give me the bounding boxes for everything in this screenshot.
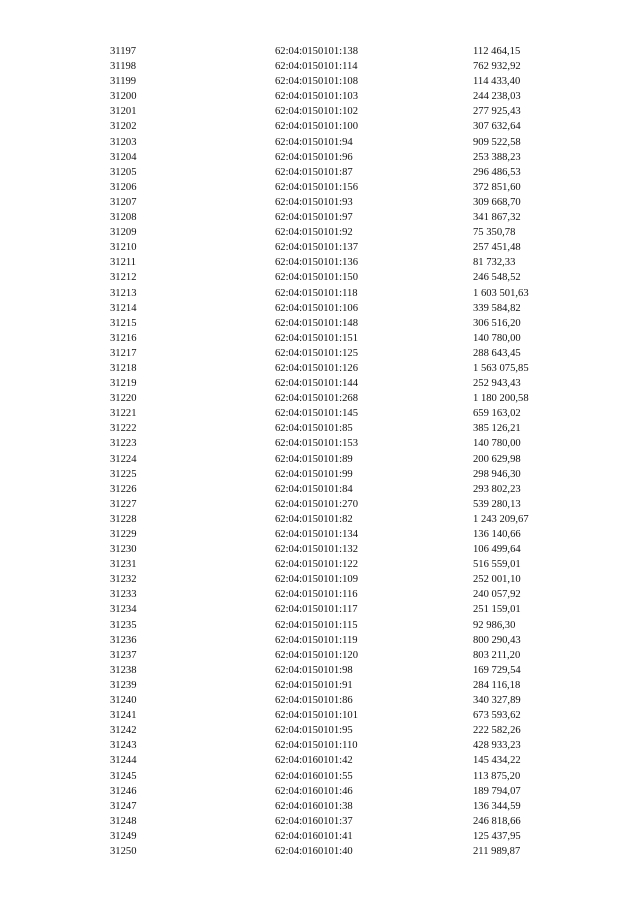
cadastral-number-cell: 62:04:0150101:137 <box>275 242 358 254</box>
row-number-cell: 31249 <box>110 830 137 842</box>
value-cell: 75 350,78 <box>473 227 516 239</box>
cadastral-number-cell: 62:04:0150101:99 <box>275 468 353 480</box>
table-row <box>0 602 640 617</box>
row-number-cell: 31236 <box>110 634 137 646</box>
value-cell: 277 925,43 <box>473 106 521 118</box>
value-cell: 1 243 209,67 <box>473 513 529 525</box>
cadastral-number-cell: 62:04:0150101:102 <box>275 106 358 118</box>
value-cell: 189 794,07 <box>473 785 521 797</box>
table-row <box>0 497 640 512</box>
table-row <box>0 89 640 104</box>
row-number-cell: 31245 <box>110 770 137 782</box>
row-number-cell: 31238 <box>110 664 137 676</box>
cadastral-number-cell: 62:04:0150101:144 <box>275 378 358 390</box>
table-row <box>0 180 640 195</box>
value-cell: 200 629,98 <box>473 453 521 465</box>
cadastral-number-cell: 62:04:0150101:136 <box>275 257 358 269</box>
cadastral-number-cell: 62:04:0150101:85 <box>275 423 353 435</box>
value-cell: 385 126,21 <box>473 423 521 435</box>
row-number-cell: 31243 <box>110 740 137 752</box>
table-row <box>0 512 640 527</box>
value-cell: 307 632,64 <box>473 121 521 133</box>
row-number-cell: 31225 <box>110 468 137 480</box>
value-cell: 341 867,32 <box>473 212 521 224</box>
cadastral-number-cell: 62:04:0150101:122 <box>275 559 358 571</box>
table-row <box>0 44 640 59</box>
cadastral-number-cell: 62:04:0150101:103 <box>275 91 358 103</box>
row-number-cell: 31239 <box>110 679 137 691</box>
value-cell: 253 388,23 <box>473 151 521 163</box>
row-number-cell: 31242 <box>110 725 137 737</box>
value-cell: 803 211,20 <box>473 649 521 661</box>
value-cell: 106 499,64 <box>473 544 521 556</box>
cadastral-number-cell: 62:04:0150101:106 <box>275 302 358 314</box>
cadastral-number-cell: 62:04:0160101:46 <box>275 785 353 797</box>
cadastral-number-cell: 62:04:0160101:55 <box>275 770 353 782</box>
table-row <box>0 436 640 451</box>
cadastral-number-cell: 62:04:0150101:94 <box>275 136 353 148</box>
value-cell: 1 180 200,58 <box>473 393 529 405</box>
row-number-cell: 31214 <box>110 302 137 314</box>
cadastral-number-cell: 62:04:0150101:270 <box>275 498 358 510</box>
cadastral-number-cell: 62:04:0150101:98 <box>275 664 353 676</box>
table-row <box>0 59 640 74</box>
cadastral-number-cell: 62:04:0150101:126 <box>275 362 358 374</box>
table-row <box>0 572 640 587</box>
cadastral-number-cell: 62:04:0150101:119 <box>275 634 358 646</box>
row-number-cell: 31197 <box>110 46 137 57</box>
table-row <box>0 195 640 210</box>
row-number-cell: 31215 <box>110 317 137 329</box>
value-cell: 539 280,13 <box>473 498 521 510</box>
cadastral-number-cell: 62:04:0150101:89 <box>275 453 353 465</box>
cadastral-number-cell: 62:04:0150101:132 <box>275 544 358 556</box>
value-cell: 309 668,70 <box>473 196 521 208</box>
table-row <box>0 119 640 134</box>
row-number-cell: 31206 <box>110 181 137 193</box>
value-cell: 252 001,10 <box>473 574 521 586</box>
table-row <box>0 482 640 497</box>
row-number-cell: 31248 <box>110 815 137 827</box>
table-row <box>0 74 640 89</box>
table-row <box>0 391 640 406</box>
table-row <box>0 286 640 301</box>
value-cell: 240 057,92 <box>473 589 521 601</box>
value-cell: 140 780,00 <box>473 438 521 450</box>
value-cell: 1 603 501,63 <box>473 287 529 299</box>
value-cell: 800 290,43 <box>473 634 521 646</box>
row-number-cell: 31240 <box>110 695 137 707</box>
row-number-cell: 31237 <box>110 649 137 661</box>
row-number-cell: 31230 <box>110 544 137 556</box>
table-row <box>0 104 640 119</box>
table-row <box>0 135 640 150</box>
table-row <box>0 678 640 693</box>
cadastral-number-cell: 62:04:0150101:109 <box>275 574 358 586</box>
table-row <box>0 467 640 482</box>
cadastral-number-cell: 62:04:0160101:41 <box>275 830 353 842</box>
value-cell: 284 116,18 <box>473 679 521 691</box>
table-row <box>0 225 640 240</box>
row-number-cell: 31235 <box>110 619 137 631</box>
cadastral-number-cell: 62:04:0150101:268 <box>275 393 358 405</box>
value-cell: 222 582,26 <box>473 725 521 737</box>
cadastral-number-cell: 62:04:0150101:100 <box>275 121 358 133</box>
value-cell: 296 486,53 <box>473 166 521 178</box>
cadastral-number-cell: 62:04:0150101:108 <box>275 76 358 88</box>
cadastral-number-cell: 62:04:0150101:115 <box>275 619 358 631</box>
value-cell: 428 933,23 <box>473 740 521 752</box>
value-cell: 169 729,54 <box>473 664 521 676</box>
cadastral-number-cell: 62:04:0150101:134 <box>275 529 358 540</box>
row-number-cell: 31227 <box>110 498 137 510</box>
value-cell: 288 643,45 <box>473 347 521 359</box>
table-row <box>0 738 640 753</box>
row-number-cell: 31229 <box>110 529 137 540</box>
row-number-cell: 31246 <box>110 785 137 797</box>
table-row <box>0 421 640 436</box>
row-number-cell: 31199 <box>110 76 137 88</box>
value-cell: 113 875,20 <box>473 770 521 782</box>
table-row <box>0 361 640 376</box>
cadastral-number-cell: 62:04:0150101:117 <box>275 604 358 616</box>
row-number-cell: 31228 <box>110 513 137 525</box>
row-number-cell: 31244 <box>110 755 137 767</box>
value-cell: 673 593,62 <box>473 710 521 722</box>
cadastral-number-cell: 62:04:0160101:40 <box>275 845 353 857</box>
cadastral-number-cell: 62:04:0150101:148 <box>275 317 358 329</box>
value-cell: 1 563 075,85 <box>473 362 529 374</box>
cadastral-number-cell: 62:04:0160101:38 <box>275 800 353 812</box>
table-row <box>0 542 640 557</box>
cadastral-number-cell: 62:04:0150101:125 <box>275 347 358 359</box>
cadastral-number-cell: 62:04:0150101:82 <box>275 513 353 525</box>
cadastral-number-cell: 62:04:0160101:42 <box>275 755 353 767</box>
value-cell: 293 802,23 <box>473 483 521 495</box>
row-number-cell: 31205 <box>110 166 137 178</box>
table-row <box>0 753 640 768</box>
row-number-cell: 31207 <box>110 196 137 208</box>
value-cell: 112 464,15 <box>473 46 521 57</box>
row-number-cell: 31212 <box>110 272 137 284</box>
table-row <box>0 331 640 346</box>
table-row <box>0 723 640 738</box>
row-number-cell: 31221 <box>110 408 137 420</box>
table-row <box>0 844 640 859</box>
row-number-cell: 31247 <box>110 800 137 812</box>
value-cell: 257 451,48 <box>473 242 521 254</box>
cadastral-number-cell: 62:04:0150101:86 <box>275 695 353 707</box>
table-row <box>0 663 640 678</box>
row-number-cell: 31201 <box>110 106 137 118</box>
table-row <box>0 316 640 331</box>
cadastral-number-cell: 62:04:0150101:96 <box>275 151 353 163</box>
value-cell: 211 989,87 <box>473 845 521 857</box>
table-row <box>0 150 640 165</box>
value-cell: 339 584,82 <box>473 302 521 314</box>
value-cell: 298 946,30 <box>473 468 521 480</box>
cadastral-number-cell: 62:04:0150101:138 <box>275 46 358 57</box>
row-number-cell: 31223 <box>110 438 137 450</box>
value-cell: 145 434,22 <box>473 755 521 767</box>
row-number-cell: 31232 <box>110 574 137 586</box>
row-number-cell: 31208 <box>110 212 137 224</box>
table-row <box>0 769 640 784</box>
data-table <box>0 44 640 859</box>
value-cell: 516 559,01 <box>473 559 521 571</box>
row-number-cell: 31216 <box>110 332 137 344</box>
cadastral-number-cell: 62:04:0150101:101 <box>275 710 358 722</box>
cadastral-number-cell: 62:04:0150101:93 <box>275 196 353 208</box>
row-number-cell: 31222 <box>110 423 137 435</box>
row-number-cell: 31211 <box>110 257 137 269</box>
row-number-cell: 31220 <box>110 393 137 405</box>
row-number-cell: 31231 <box>110 559 137 571</box>
value-cell: 81 732,33 <box>473 257 516 269</box>
value-cell: 762 932,92 <box>473 61 521 73</box>
table-row <box>0 270 640 285</box>
value-cell: 252 943,43 <box>473 378 521 390</box>
table-row <box>0 587 640 602</box>
cadastral-number-cell: 62:04:0150101:116 <box>275 589 358 601</box>
cadastral-number-cell: 62:04:0150101:95 <box>275 725 353 737</box>
cadastral-number-cell: 62:04:0150101:114 <box>275 61 358 73</box>
table-row <box>0 618 640 633</box>
row-number-cell: 31200 <box>110 91 137 103</box>
cadastral-number-cell: 62:04:0150101:153 <box>275 438 358 450</box>
cadastral-number-cell: 62:04:0150101:120 <box>275 649 358 661</box>
row-number-cell: 31234 <box>110 604 137 616</box>
value-cell: 92 986,30 <box>473 619 516 631</box>
value-cell: 251 159,01 <box>473 604 521 616</box>
value-cell: 140 780,00 <box>473 332 521 344</box>
table-row <box>0 799 640 814</box>
table-row <box>0 708 640 723</box>
value-cell: 114 433,40 <box>473 76 521 88</box>
table-row <box>0 210 640 225</box>
row-number-cell: 31233 <box>110 589 137 601</box>
table-row <box>0 376 640 391</box>
cadastral-number-cell: 62:04:0150101:156 <box>275 181 358 193</box>
table-row <box>0 255 640 270</box>
table-row <box>0 346 640 361</box>
value-cell: 909 522,58 <box>473 136 521 148</box>
value-cell: 306 516,20 <box>473 317 521 329</box>
value-cell: 372 851,60 <box>473 181 521 193</box>
row-number-cell: 31210 <box>110 242 137 254</box>
cadastral-number-cell: 62:04:0150101:118 <box>275 287 358 299</box>
table-row <box>0 452 640 467</box>
cadastral-number-cell: 62:04:0150101:91 <box>275 679 353 691</box>
row-number-cell: 31203 <box>110 136 137 148</box>
value-cell: 246 548,52 <box>473 272 521 284</box>
row-number-cell: 31204 <box>110 151 137 163</box>
row-number-cell: 31198 <box>110 61 137 73</box>
table-row <box>0 814 640 829</box>
cadastral-number-cell: 62:04:0150101:150 <box>275 272 358 284</box>
cadastral-number-cell: 62:04:0150101:151 <box>275 332 358 344</box>
table-row <box>0 557 640 572</box>
value-cell: 340 327,89 <box>473 695 521 707</box>
table-row <box>0 240 640 255</box>
table-row <box>0 633 640 648</box>
table-row <box>0 527 640 542</box>
row-number-cell: 31241 <box>110 710 137 722</box>
table-row <box>0 784 640 799</box>
row-number-cell: 31218 <box>110 362 137 374</box>
cadastral-number-cell: 62:04:0150101:97 <box>275 212 353 224</box>
cadastral-number-cell: 62:04:0150101:92 <box>275 227 353 239</box>
value-cell: 136 140,66 <box>473 529 521 540</box>
value-cell: 246 818,66 <box>473 815 521 827</box>
row-number-cell: 31202 <box>110 121 137 133</box>
table-row <box>0 648 640 663</box>
row-number-cell: 31213 <box>110 287 137 299</box>
value-cell: 125 437,95 <box>473 830 521 842</box>
cadastral-number-cell: 62:04:0150101:87 <box>275 166 353 178</box>
table-row <box>0 829 640 844</box>
value-cell: 136 344,59 <box>473 800 521 812</box>
cadastral-number-cell: 62:04:0150101:145 <box>275 408 358 420</box>
table-row <box>0 165 640 180</box>
table-row <box>0 301 640 316</box>
value-cell: 659 163,02 <box>473 408 521 420</box>
row-number-cell: 31219 <box>110 378 137 390</box>
cadastral-number-cell: 62:04:0160101:37 <box>275 815 353 827</box>
value-cell: 244 238,03 <box>473 91 521 103</box>
row-number-cell: 31226 <box>110 483 137 495</box>
cadastral-number-cell: 62:04:0150101:110 <box>275 740 358 752</box>
table-row <box>0 406 640 421</box>
table-row <box>0 693 640 708</box>
row-number-cell: 31224 <box>110 453 137 465</box>
row-number-cell: 31217 <box>110 347 137 359</box>
row-number-cell: 31250 <box>110 845 137 857</box>
row-number-cell: 31209 <box>110 227 137 239</box>
cadastral-number-cell: 62:04:0150101:84 <box>275 483 353 495</box>
